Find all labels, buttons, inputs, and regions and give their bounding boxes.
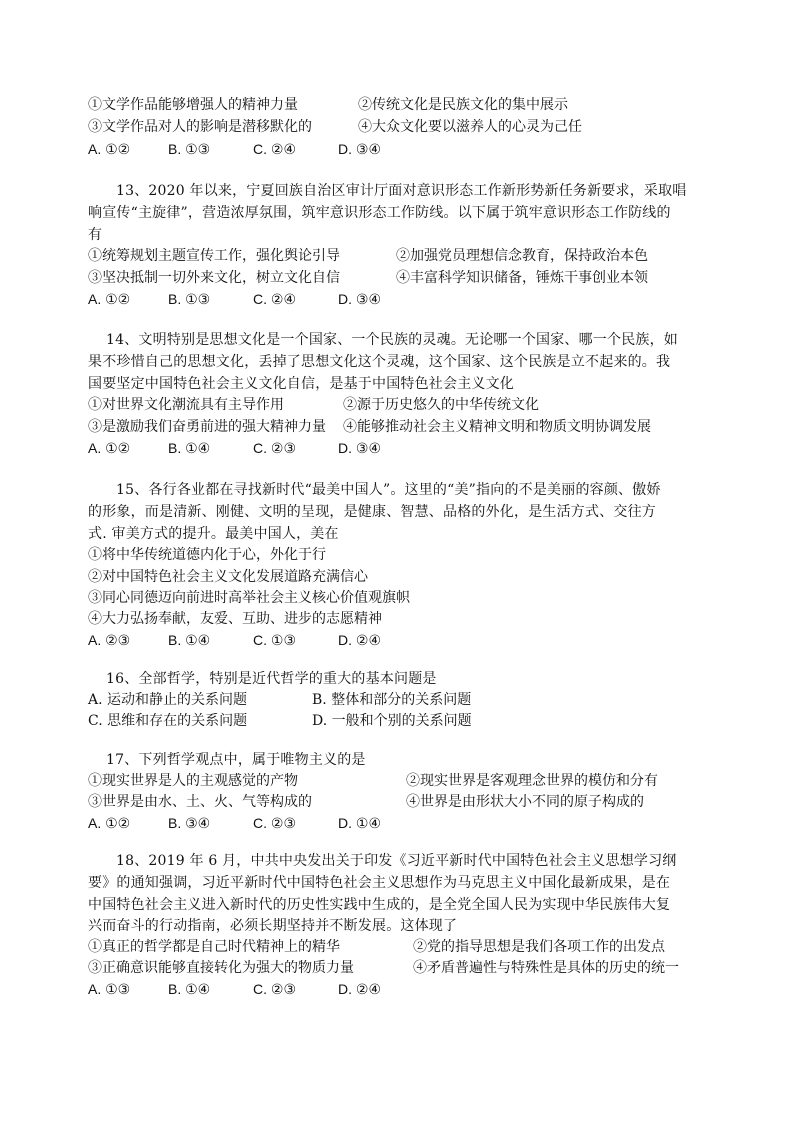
option-c: C. ②④ <box>253 291 296 307</box>
option-c: C. ②④ <box>253 141 296 157</box>
statement-2: ②加强党员理想信念教育，保持政治本色 <box>396 248 648 264</box>
statement-2: ②现实世界是客观理念世界的模仿和分有 <box>406 773 658 789</box>
q18-stem-line-2: 要》的通知强调，习近平新时代中国特色社会主义思想作为马克思主义中国化最新成果，是在 <box>88 875 671 891</box>
q13-stem-line-3: 有 <box>88 227 103 243</box>
statement-2: ②对中国特色社会主义文化发展道路充满信心 <box>88 569 368 585</box>
statement-3: ③坚决抵制一切外来文化，树立文化自信 <box>88 270 340 286</box>
q16-stem-line-1: 16、全部哲学，特别是近代哲学的重大的基本问题是 <box>106 671 437 687</box>
q14-stem-line-3: 国要坚定中国特色社会主义文化自信，是基于中国特色社会主义文化 <box>88 376 514 392</box>
option-d: D. ②④ <box>338 632 381 648</box>
option-a: A. ①② <box>88 440 131 456</box>
option-a: A. ②③ <box>88 632 131 648</box>
q15-stem-line-3: 式. 审美方式的提升。最美中国人，美在 <box>88 526 339 542</box>
statement-3: ③是激励我们奋勇前进的强大精神力量 <box>88 419 326 435</box>
statement-3: ③正确意识能够直接转化为强大的物质力量 <box>88 960 354 976</box>
statement-1: ①对世界文化潮流具有主导作用 <box>88 397 284 413</box>
q13-stem-line-2: 响宣传“主旋律”，营造浓厚氛围，筑牢意识形态工作防线。以下属于筑牢意识形态工作防线的 <box>88 205 671 221</box>
option-d: D. ③④ <box>338 440 381 456</box>
option-d: D. ②④ <box>338 981 381 997</box>
option-a: A. ①③ <box>88 981 131 997</box>
statement-4: ④丰富科学知识储备，锤炼干事创业本领 <box>396 270 648 286</box>
option-a: A. 运动和静止的关系问题 <box>88 692 248 708</box>
q18-stem-line-3: 中国特色社会主义进入新时代的历史性实践中生成的，是全党全国人民为实现中华民族伟大复 <box>88 897 671 913</box>
q18-stem-line-4: 兴而奋斗的行动指南，必须长期坚持并不断发展。这体现了 <box>88 918 458 934</box>
statement-1: ①将中华传统道德内化于心，外化于行 <box>88 547 326 563</box>
statement-1: ①现实世界是人的主观感觉的产物 <box>88 773 298 789</box>
option-c: C. ①③ <box>253 632 296 648</box>
option-d: D. ③④ <box>338 291 381 307</box>
option-a: A. ①② <box>88 815 131 831</box>
option-a: A. ①② <box>88 291 131 307</box>
statement-4: ④大力弘扬奉献，友爱、互助、进步的志愿精神 <box>88 611 382 627</box>
statement-3: ③文学作品对人的影响是潜移默化的 <box>88 119 312 135</box>
statement-2: ②源于历史悠久的中华传统文化 <box>343 397 539 413</box>
option-c: C. 思维和存在的关系问题 <box>88 713 248 729</box>
statement-3: ③世界是由水、土、火、气等构成的 <box>88 794 312 810</box>
q14-stem-line-1: 14、文明特别是思想文化是一个国家、一个民族的灵魂。无论哪一个国家、哪一个民族，如 <box>106 332 679 348</box>
option-c: C. ②③ <box>253 815 296 831</box>
option-c: C. ②③ <box>253 981 296 997</box>
statement-2: ②传统文化是民族文化的集中展示 <box>358 97 568 113</box>
statement-3: ③同心同德迈向前进时高举社会主义核心价值观旗帜 <box>88 590 410 606</box>
option-d: D. 一般和个别的关系问题 <box>312 713 472 729</box>
q13-stem-line-1: 13、2020 年以来，宁夏回族自治区审计厅面对意识形态工作新形势新任务新要求，采取唱 <box>116 183 687 199</box>
statement-4: ④大众文化要以滋养人的心灵为己任 <box>358 119 582 135</box>
q14-stem-line-2: 果不珍惜自己的思想文化，丢掉了思想文化这个灵魂，这个国家、这个民族是立不起来的。我 <box>88 354 671 370</box>
option-c: C. ②③ <box>253 440 296 456</box>
option-b: B. ①④ <box>168 632 211 648</box>
statement-4: ④能够推动社会主义精神文明和物质文明协调发展 <box>343 419 651 435</box>
q15-stem-line-1: 15、各行各业都在寻找新时代“最美中国人”。这里的“美”指向的不是美丽的容颜、傲娇 <box>116 482 661 498</box>
q18-stem-line-1: 18、2019 年 6 月，中共中央发出关于印发《习近平新时代中国特色社会主义思想学习纲 <box>116 853 677 869</box>
option-b: B. ①③ <box>168 141 211 157</box>
option-a: A. ①② <box>88 141 131 157</box>
option-b: B. ①③ <box>168 291 211 307</box>
option-b: B. ①④ <box>168 981 211 997</box>
statement-1: ①真正的哲学都是自己时代精神上的精华 <box>88 939 340 955</box>
statement-4: ④矛盾普遍性与特殊性是具体的历史的统一 <box>413 960 679 976</box>
option-b: B. ③④ <box>168 815 211 831</box>
option-d: D. ①④ <box>338 815 381 831</box>
option-b: B. 整体和部分的关系问题 <box>312 692 472 708</box>
option-d: D. ③④ <box>338 141 381 157</box>
statement-1: ①文学作品能够增强人的精神力量 <box>88 97 298 113</box>
statement-1: ①统筹规划主题宣传工作，强化舆论引导 <box>88 248 340 264</box>
q15-stem-line-2: 的形象，而是清新、刚健、文明的呈现，是健康、智慧、品格的外化，是生活方式、交往方 <box>88 504 656 520</box>
statement-4: ④世界是由形状大小不同的原子构成的 <box>406 794 644 810</box>
option-b: B. ①④ <box>168 440 211 456</box>
statement-2: ②党的指导思想是我们各项工作的出发点 <box>413 939 665 955</box>
q17-stem-line-1: 17、下列哲学观点中，属于唯物主义的是 <box>106 752 366 768</box>
